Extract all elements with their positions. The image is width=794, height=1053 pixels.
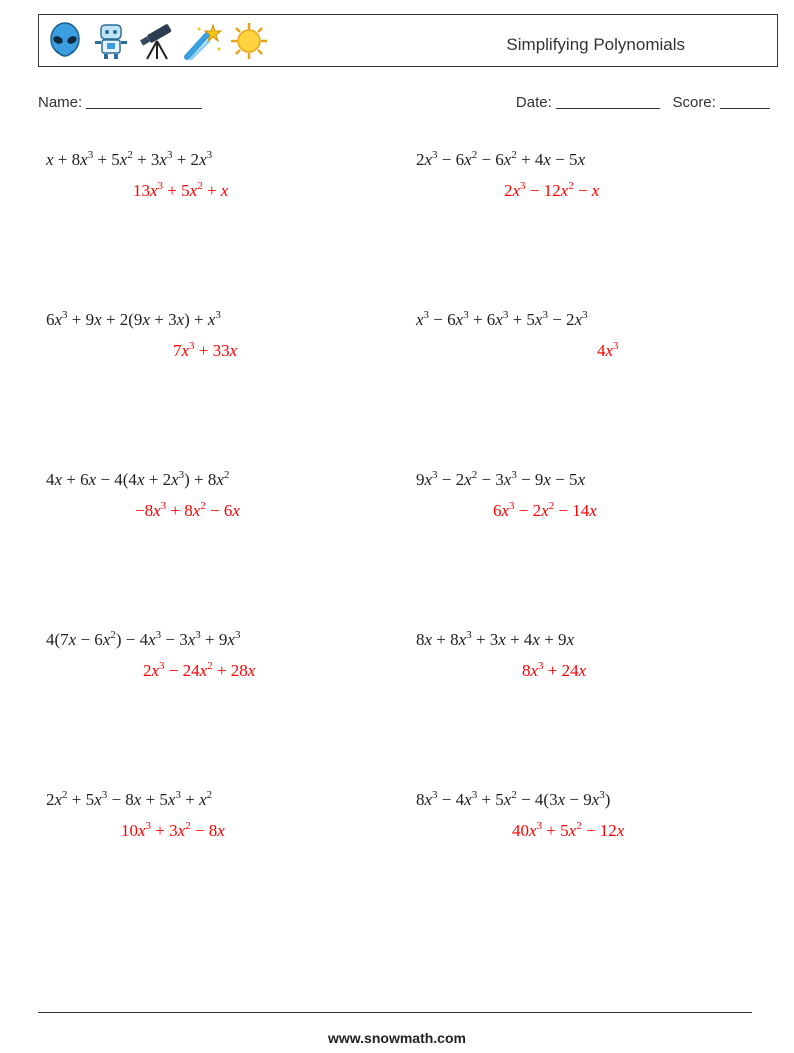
header-box [38,14,778,67]
expression-text: $2x^2 + 5x^3 - 8x + 5x^3 + x^2$ [46,789,213,809]
answer-text: $4x^3$ [597,340,619,360]
problem-expression [416,310,588,330]
problem-expression [46,150,212,170]
answer-text: $40x^3 + 5x^2 - 12x$ [512,820,625,840]
answer-text: $-8x^3 + 8x^2 - 6x$ [135,500,240,520]
expression-text: $6x^3 + 9x + 2(9x + 3x) + x^3$ [46,309,221,329]
problem-expression [416,150,585,170]
date-score-fields [516,94,770,111]
alien-icon [45,21,85,61]
header-icons [45,21,269,61]
problem-expression [46,630,240,650]
answer-text: $2x^3 - 12x^2 - x$ [504,180,600,200]
expression-text: $9x^3 - 2x^2 - 3x^3 - 9x - 5x$ [416,469,586,489]
name-blank[interactable] [86,94,202,109]
problem-expression [46,790,212,810]
problem-answer [504,181,599,201]
problem-answer [173,341,237,361]
problem-expression [416,630,574,650]
expression-text: $x + 8x^3 + 5x^2 + 3x^3 + 2x^3$ [46,149,213,169]
problem-answer [133,181,228,201]
expression-text: $4x + 6x - 4(4x + 2x^3) + 8x^2$ [46,469,230,489]
problem-answer [135,501,240,521]
date-blank[interactable] [556,94,660,109]
footer-divider [38,1012,752,1013]
answer-text: $13x^3 + 5x^2 + x$ [133,180,229,200]
footer-website[interactable]: www.snowmath.com [328,1030,466,1046]
name-field [38,94,202,111]
problem-expression [46,310,221,330]
score-label: Score: [672,94,716,111]
answer-text: $10x^3 + 3x^2 - 8x$ [121,820,225,840]
page-title: Simplifying Polynomials [506,35,685,54]
problem-expression [416,790,610,810]
expression-text: $2x^3 - 6x^2 - 6x^2 + 4x - 5x$ [416,149,586,169]
answer-text: $2x^3 - 24x^2 + 28x$ [143,660,256,680]
expression-text: $x^3 - 6x^3 + 6x^3 + 5x^3 - 2x^3$ [416,309,588,329]
name-label: Name: [38,94,83,111]
problem-answer [121,821,225,841]
date-label: Date: [515,94,552,111]
problem-answer [522,661,586,681]
problem-expression [46,470,229,490]
answer-text: $7x^3 + 33x$ [173,340,238,360]
expression-text: $8x^3 - 4x^3 + 5x^2 - 4(3x - 9x^3)$ [416,789,611,809]
sun-icon [229,21,269,61]
answer-text: $8x^3 + 24x$ [522,660,587,680]
expression-text: $8x + 8x^3 + 3x + 4x + 9x$ [416,629,575,649]
robot-icon [91,21,131,61]
expression-text: $4(7x - 6x^2) - 4x^3 - 3x^3 + 9x^3$ [46,629,241,649]
problem-answer [493,501,597,521]
problem-answer [512,821,624,841]
telescope-icon [137,21,177,61]
answer-text: $6x^3 - 2x^2 - 14x$ [493,500,597,520]
problem-answer [597,341,619,361]
score-blank[interactable] [720,94,770,109]
shooting-star-icon [183,21,223,61]
problem-expression [416,470,585,490]
problem-answer [143,661,255,681]
